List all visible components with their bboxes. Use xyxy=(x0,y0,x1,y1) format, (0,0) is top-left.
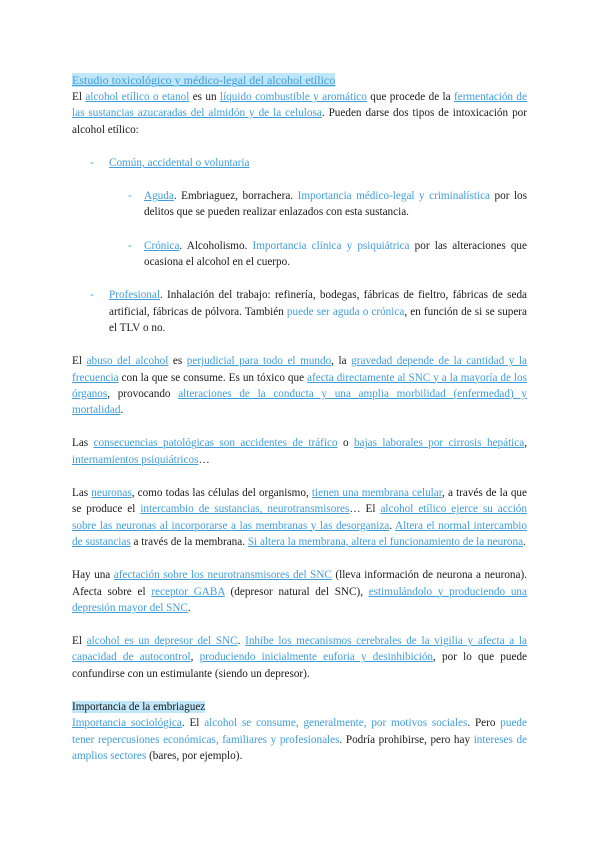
paragraph-abuso: El abuso del alcohol es perjudicial para todo el mundo, la gravedad depende de la cantidad y la frecuencia con la que se consume. Es un tóxico que afecta directamente al SNC y a la mayoría de los órganos, provocando alteraciones de la conducta y una amplia morbilidad (enfermedad) y mortalidad. xyxy=(72,355,527,417)
list-dash: - xyxy=(90,156,94,169)
paragraph-depresor: El alcohol es un depresor del SNC. Inhibe los mecanismos cerebrales de la vigilia y afecta a la capacidad de autocontrol, produciendo inicialmente euforia y desinhibición, por lo que puede confundirse con un estimulante (siendo un depresor). xyxy=(72,635,528,680)
sublist-item-cronica: - Crónica. Alcoholismo. Importancia clínica y psiquiátrica por las alteraciones que ocasiona el alcohol en el cuerpo. xyxy=(128,239,527,269)
document-body xyxy=(72,72,527,764)
list-item-comun: - Común, accidental o voluntaria xyxy=(72,155,527,171)
list-dash: - xyxy=(90,289,94,302)
paragraph-consecuencias: Las consecuencias patológicas son accidentes de tráfico o bajas laborales por cirrosis hepática, internamientos psiquiátricos… xyxy=(72,437,528,466)
list-dash: - xyxy=(128,190,132,203)
paragraph-importancia: Importancia sociológica. El alcohol se consume, generalmente, por motivos sociales. Pero puede tener repercusiones económicas, familiares y profesionales. Podría prohibirse, pero hay intereses de amplios sectores (bares, por ejemplo). xyxy=(72,717,528,762)
paragraph-neuronas: Las neuronas, como todas las células del organismo, tienen una membrana celular, a través de la que se produce el intercambio de sustancias, neurotransmisores… El alcohol etílico ejerce su acción sobre las neuronas al incorporarse a las membranas y las desorganiza. Altera el normal intercambio de sustancias a través de la membrana. Si altera la membrana, altera el funcionamiento de la neurona. xyxy=(72,487,527,548)
paragraph-intro: El alcohol etílico o etanol es un líquido combustible y aromático que procede de la fermentación de las sustancias azucaradas del almidón y de la celulosa. Pueden darse dos tipos de intoxicación por alcohol etílico: xyxy=(72,91,527,136)
list-dash: - xyxy=(128,239,132,252)
list-item-profesional: - Profesional. Inhalación del trabajo: refinería, bodegas, fábricas de fieltro, fábricas de seda artificial, fábricas de pólvora. También puede ser aguda o crónica, en función de si se supera el TLV o no. xyxy=(90,289,527,334)
sublist-item-aguda: - Aguda. Embriaguez, borrachera. Importancia médico-legal y criminalística por los delitos que se pueden realizar enlazados con esta sustancia. xyxy=(128,190,527,219)
paragraph-neurotransmisores: Hay una afectación sobre los neurotransmisores del SNC (lleva información de neurona a neurona). Afecta sobre el receptor GABA (depresor natural del SNC), estimulándolo y produciendo una depresión mayor del SNC. xyxy=(72,569,528,614)
section-heading-embriaguez: Importancia de la embriaguez xyxy=(72,701,206,714)
document-title: Estudio toxicológico y médico-legal del alcohol etílico xyxy=(72,73,336,87)
